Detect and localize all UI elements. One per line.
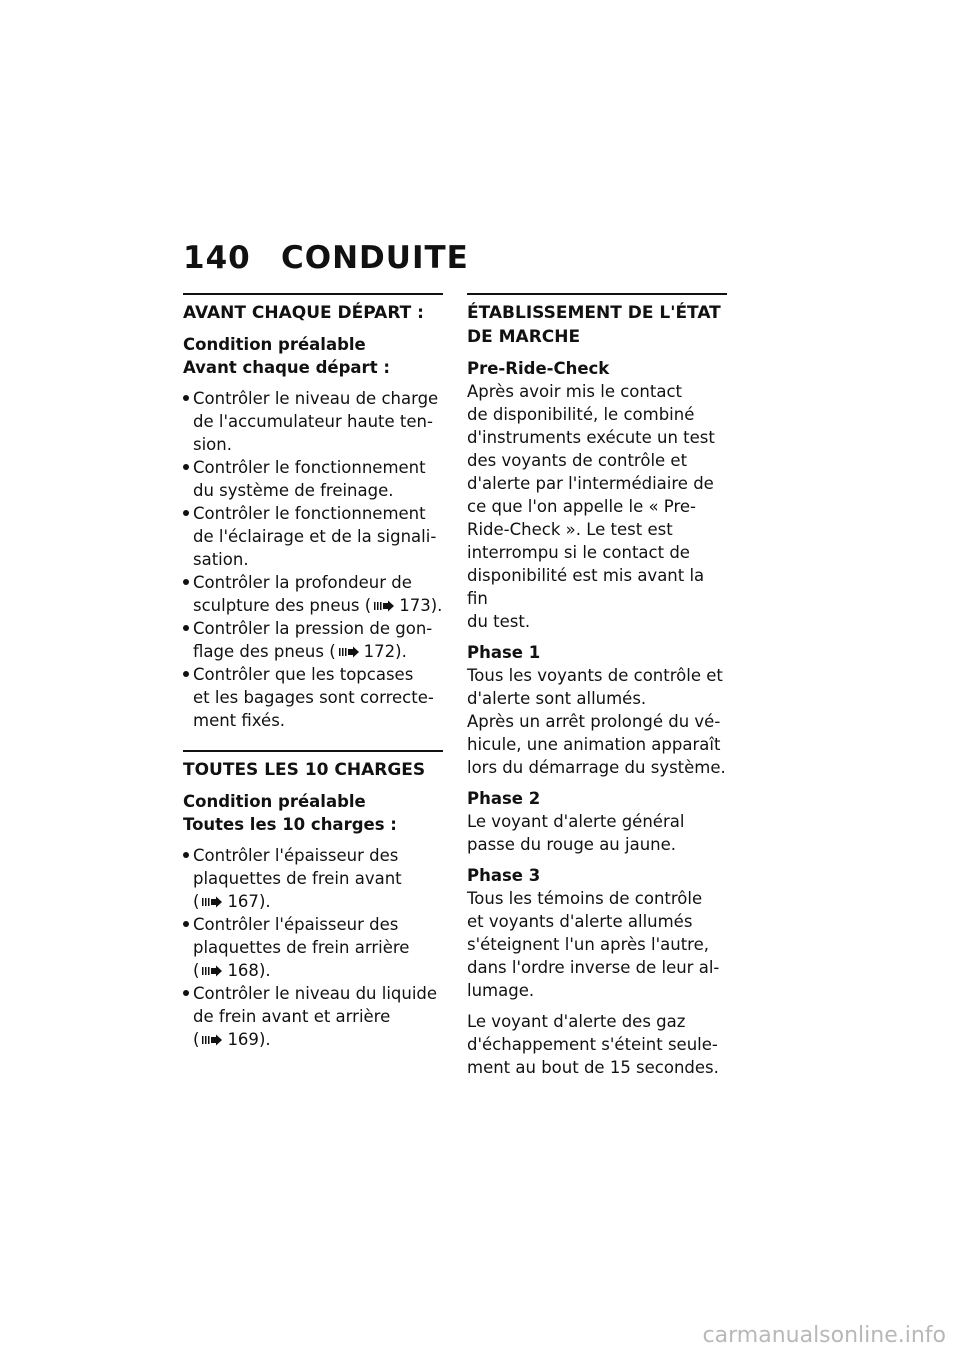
chapter-title: CONDUITE [281,240,469,276]
checklist-item [183,502,443,571]
text-line: d'alerte par l'intermédiaire de [467,474,714,493]
phase-2-label: Phase 2 [467,789,541,808]
text-line [193,709,443,732]
text-line [193,594,443,617]
text-fragment: de l'accumulateur haute ten- [193,412,433,431]
pre-ride-check-label: Pre-Ride-Check [467,359,610,378]
section-divider [183,293,443,295]
text-fragment: ). [430,596,443,615]
page-reference[interactable]: 172 [363,642,396,661]
phase-2-text [467,810,727,856]
precondition-label: Condition préalable [183,792,366,811]
text-fragment: ). [258,1030,271,1049]
precondition-text: Toutes les 10 charges : [183,815,397,834]
text-fragment: Contrôler la pression de gon- [193,619,433,638]
text-line [193,479,443,502]
section-title-avant-chaque-depart: AVANT CHAQUE DÉPART : [183,303,424,323]
checklist-item [183,617,443,663]
text-line: ment au bout de 15 secondes. [467,1058,719,1077]
text-fragment: Contrôler le fonctionnement [193,458,426,477]
text-fragment: de frein avant et arrière [193,1007,391,1026]
text-fragment: ( [193,892,200,911]
text-line [193,433,443,456]
text-line: Tous les témoins de contrôle [467,889,703,908]
text-fragment: ). [258,892,271,911]
text-line [193,1028,443,1051]
checklist-item [183,663,443,732]
text-fragment: Contrôler la profondeur de [193,573,412,592]
pre-ride-check-text [467,380,727,633]
page-reference-arrow-icon [373,600,395,612]
text-line: Le voyant d'alerte général [467,812,685,831]
text-line [193,936,443,959]
text-fragment: ment fixés. [193,711,286,730]
text-line: ce que l'on appelle le « Pre- [467,497,696,516]
text-line [193,982,443,1005]
text-line: et voyants d'alerte allumés [467,912,693,931]
text-fragment: Contrôler le niveau de charge [193,389,439,408]
text-fragment: ( [193,1030,200,1049]
text-line [193,456,443,479]
text-fragment: ( [193,961,200,980]
text-line: Le voyant d'alerte des gaz [467,1012,686,1031]
text-fragment: Contrôler le niveau du liquide [193,984,438,1003]
text-fragment: plaquettes de frein arrière [193,938,410,957]
text-line: d'échappement s'éteint seule- [467,1035,718,1054]
text-line: Ride-Check ». Le test est [467,520,673,539]
text-line: disponibilité est mis avant la fin [467,566,705,608]
page-header [183,240,783,276]
text-line [193,844,443,867]
left-column [183,293,443,1051]
text-line [193,959,443,982]
precondition-label: Condition préalable [183,335,366,354]
text-line: lumage. [467,981,535,1000]
watermark: carmanualsonline.info [702,1323,946,1348]
text-line: Après avoir mis le contact [467,382,682,401]
exhaust-warning-note [467,1010,727,1079]
text-fragment: sculpture des pneus ( [193,596,372,615]
text-line: dans l'ordre inverse de leur al- [467,958,720,977]
text-line: Tous les voyants de contrôle et [467,666,723,685]
text-line [193,890,443,913]
text-line: s'éteignent l'un après l'autre, [467,935,709,954]
page-reference[interactable]: 173 [399,596,431,615]
text-line [193,617,443,640]
text-fragment: sion. [193,435,232,454]
checklist-item [183,387,443,456]
section-divider [467,293,727,295]
text-line [193,525,443,548]
checklist-item [183,913,443,982]
text-line: du test. [467,612,531,631]
text-line [193,640,443,663]
checklist-avant-depart [183,387,443,732]
text-fragment: du système de freinage. [193,481,394,500]
text-line [193,502,443,525]
checklist-item [183,982,443,1051]
text-line: passe du rouge au jaune. [467,835,677,854]
section-title-etablissement [467,301,727,349]
text-line [193,663,443,686]
text-line: interrompu si le contact de [467,543,690,562]
page-reference[interactable]: 169 [227,1030,259,1049]
text-line [193,571,443,594]
page-reference-arrow-icon [201,965,223,977]
text-line: lors du démarrage du système. [467,758,726,777]
right-column [467,293,727,1079]
checklist-item [183,844,443,913]
page-reference-arrow-icon [201,896,223,908]
text-line: hicule, une animation apparaît [467,735,721,754]
page-reference[interactable]: 168 [227,961,259,980]
text-fragment: Contrôler que les topcases [193,665,414,684]
text-fragment: plaquettes de frein avant [193,869,402,888]
text-line: des voyants de contrôle et [467,451,688,470]
text-line [193,1005,443,1028]
phase-1-label: Phase 1 [467,643,541,662]
checklist-10-charges [183,844,443,1051]
text-fragment: et les bagages sont correcte- [193,688,434,707]
phase-3-text [467,887,727,1002]
text-fragment: de l'éclairage et de la signali- [193,527,437,546]
text-fragment: Contrôler l'épaisseur des [193,846,399,865]
phase-1-text [467,664,727,710]
section-divider [183,750,443,752]
text-fragment: Contrôler l'épaisseur des [193,915,399,934]
section-title-toutes-10-charges: TOUTES LES 10 CHARGES [183,760,426,780]
section-title-line: ÉTABLISSEMENT DE L'ÉTAT [467,303,721,323]
text-line [193,548,443,571]
text-fragment: sation. [193,550,249,569]
text-line [193,867,443,890]
page-reference-arrow-icon [338,646,360,658]
text-fragment: ). [395,642,407,661]
text-fragment: Contrôler le fonctionnement [193,504,426,523]
precondition-text: Avant chaque départ : [183,358,390,377]
text-line: de disponibilité, le combiné [467,405,695,424]
phase-3-label: Phase 3 [467,866,541,885]
checklist-item [183,456,443,502]
text-fragment: flage des pneus ( [193,642,336,661]
text-line [193,387,443,410]
text-line: Après un arrêt prolongé du vé- [467,712,721,731]
section-title-line: DE MARCHE [467,327,581,347]
phase-1-note [467,710,727,779]
checklist-item [183,571,443,617]
text-fragment: ). [258,961,271,980]
text-line [193,686,443,709]
page-number: 140 [183,240,251,276]
text-line: d'alerte sont allumés. [467,689,647,708]
page-reference-arrow-icon [201,1034,223,1046]
text-line: d'instruments exécute un test [467,428,715,447]
page-reference[interactable]: 167 [227,892,259,911]
text-line [193,913,443,936]
text-line [193,410,443,433]
